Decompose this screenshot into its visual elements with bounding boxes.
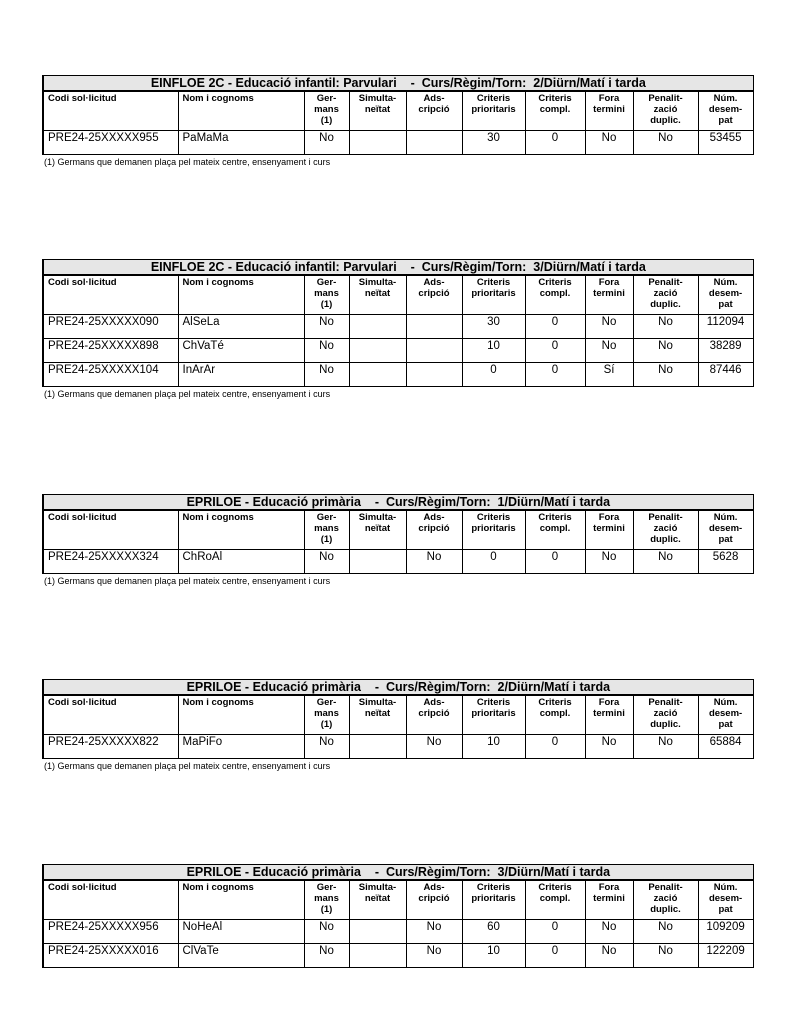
table-cell: No	[585, 315, 633, 339]
table-cell: PaMaMa	[178, 131, 304, 155]
table-row	[43, 339, 753, 363]
table-cell	[349, 735, 406, 759]
table-cell: 65884	[698, 735, 753, 759]
table-cell: No	[633, 550, 698, 574]
table-cell: No	[633, 920, 698, 944]
table-cell	[349, 131, 406, 155]
table-header-row	[43, 510, 753, 550]
table-cell: 122209	[698, 944, 753, 968]
column-header: Nom i cognoms	[178, 880, 304, 920]
table-cell: 0	[525, 550, 585, 574]
results-block	[42, 864, 752, 968]
table-cell: No	[406, 920, 462, 944]
column-header: Codi sol·licitud	[43, 880, 178, 920]
table-title-row	[43, 76, 753, 92]
table-cell: PRE24-25XXXXX090	[43, 315, 178, 339]
column-header: Simulta- neïtat	[349, 91, 406, 131]
column-header: Penalit- zació duplic.	[633, 275, 698, 315]
footnote: (1) Germans que demanen plaça pel mateix centre, ensenyament i curs	[44, 389, 331, 399]
table-row	[43, 920, 753, 944]
column-header: Codi sol·licitud	[43, 510, 178, 550]
table-row	[43, 315, 753, 339]
table-cell: PRE24-25XXXXX324	[43, 550, 178, 574]
table-title-row	[43, 260, 753, 276]
column-header: Penalit- zació duplic.	[633, 91, 698, 131]
column-header: Criteris prioritaris	[462, 695, 525, 735]
column-header: Núm. desem- pat	[698, 880, 753, 920]
table-cell: 0	[525, 735, 585, 759]
column-header: Ger- mans (1)	[304, 695, 349, 735]
table-cell	[349, 550, 406, 574]
table-cell: 0	[525, 339, 585, 363]
table-cell: 10	[462, 944, 525, 968]
column-header: Fora termini	[585, 91, 633, 131]
table-cell: PRE24-25XXXXX016	[43, 944, 178, 968]
footnote: (1) Germans que demanen plaça pel mateix centre, ensenyament i curs	[44, 761, 331, 771]
table-cell: NoHeAl	[178, 920, 304, 944]
table-cell: No	[633, 944, 698, 968]
table-cell: No	[406, 944, 462, 968]
table-cell: 10	[462, 339, 525, 363]
table-cell: PRE24-25XXXXX955	[43, 131, 178, 155]
column-header: Criteris prioritaris	[462, 510, 525, 550]
results-block	[42, 494, 752, 586]
column-header: Núm. desem- pat	[698, 695, 753, 735]
table-cell: 0	[525, 363, 585, 387]
table-cell: 0	[525, 315, 585, 339]
table-cell: No	[304, 920, 349, 944]
table-row	[43, 131, 753, 155]
table-header-row	[43, 695, 753, 735]
table-cell: No	[585, 550, 633, 574]
table-cell: No	[406, 735, 462, 759]
table-cell: 0	[525, 944, 585, 968]
table-cell: PRE24-25XXXXX104	[43, 363, 178, 387]
table-title: EINFLOE 2C - Educació infantil: Parvulari - Curs/Règim/Torn: 3/Diürn/Matí i tarda	[43, 260, 753, 276]
table-cell: 5628	[698, 550, 753, 574]
table-cell: PRE24-25XXXXX956	[43, 920, 178, 944]
table-cell: No	[585, 944, 633, 968]
table-cell: 0	[525, 131, 585, 155]
column-header: Criteris prioritaris	[462, 880, 525, 920]
table-header-row	[43, 275, 753, 315]
table-row	[43, 550, 753, 574]
table-cell: No	[304, 339, 349, 363]
column-header: Criteris compl.	[525, 880, 585, 920]
column-header: Simulta- neïtat	[349, 275, 406, 315]
table-cell: Sí	[585, 363, 633, 387]
column-header: Ger- mans (1)	[304, 510, 349, 550]
table-cell: No	[406, 550, 462, 574]
table-row	[43, 735, 753, 759]
column-header: Criteris prioritaris	[462, 91, 525, 131]
table-cell: No	[304, 131, 349, 155]
column-header: Nom i cognoms	[178, 91, 304, 131]
column-header: Ger- mans (1)	[304, 275, 349, 315]
table-cell: 0	[525, 920, 585, 944]
table-cell: PRE24-25XXXXX822	[43, 735, 178, 759]
table-cell	[406, 363, 462, 387]
column-header: Criteris compl.	[525, 695, 585, 735]
column-header: Núm. desem- pat	[698, 275, 753, 315]
column-header: Criteris prioritaris	[462, 275, 525, 315]
table-header-row	[43, 91, 753, 131]
column-header: Fora termini	[585, 275, 633, 315]
column-header: Criteris compl.	[525, 510, 585, 550]
table-cell: ChRoAl	[178, 550, 304, 574]
table-cell: No	[585, 735, 633, 759]
table-cell: No	[585, 920, 633, 944]
table-cell: No	[633, 363, 698, 387]
column-header: Codi sol·licitud	[43, 275, 178, 315]
table-title: EPRILOE - Educació primària - Curs/Règim/Torn: 2/Diürn/Matí i tarda	[43, 680, 753, 696]
table-cell: No	[633, 339, 698, 363]
table-cell: No	[633, 735, 698, 759]
table-cell: 60	[462, 920, 525, 944]
table-title: EINFLOE 2C - Educació infantil: Parvulari - Curs/Règim/Torn: 2/Diürn/Matí i tarda	[43, 76, 753, 92]
table-title: EPRILOE - Educació primària - Curs/Règim/Torn: 3/Diürn/Matí i tarda	[43, 865, 753, 881]
column-header: Penalit- zació duplic.	[633, 510, 698, 550]
table-title-row	[43, 680, 753, 696]
column-header: Simulta- neïtat	[349, 695, 406, 735]
table-cell	[406, 315, 462, 339]
column-header: Ger- mans (1)	[304, 880, 349, 920]
column-header: Simulta- neïtat	[349, 880, 406, 920]
table-cell: 87446	[698, 363, 753, 387]
table-header-row	[43, 880, 753, 920]
table-cell: 38289	[698, 339, 753, 363]
column-header: Nom i cognoms	[178, 695, 304, 735]
column-header: Nom i cognoms	[178, 510, 304, 550]
table-cell	[349, 339, 406, 363]
results-block	[42, 75, 752, 167]
table-cell: 0	[462, 550, 525, 574]
table-cell	[349, 920, 406, 944]
table-cell: No	[304, 735, 349, 759]
column-header: Codi sol·licitud	[43, 91, 178, 131]
table-cell: No	[304, 363, 349, 387]
column-header: Ads- cripció	[406, 880, 462, 920]
table-title-row	[43, 865, 753, 881]
table-cell	[406, 131, 462, 155]
column-header: Criteris compl.	[525, 275, 585, 315]
results-table	[42, 494, 754, 574]
column-header: Núm. desem- pat	[698, 510, 753, 550]
table-cell: ClVaTe	[178, 944, 304, 968]
table-cell: 0	[462, 363, 525, 387]
table-cell: No	[304, 550, 349, 574]
table-cell: 109209	[698, 920, 753, 944]
table-cell	[349, 363, 406, 387]
table-cell: InArAr	[178, 363, 304, 387]
column-header: Criteris compl.	[525, 91, 585, 131]
table-cell: No	[304, 944, 349, 968]
table-cell: No	[585, 339, 633, 363]
column-header: Ads- cripció	[406, 695, 462, 735]
table-cell: No	[585, 131, 633, 155]
footnote: (1) Germans que demanen plaça pel mateix centre, ensenyament i curs	[44, 576, 331, 586]
table-cell: AlSeLa	[178, 315, 304, 339]
column-header: Núm. desem- pat	[698, 91, 753, 131]
table-cell: 53455	[698, 131, 753, 155]
results-table	[42, 679, 754, 759]
table-cell: PRE24-25XXXXX898	[43, 339, 178, 363]
column-header: Fora termini	[585, 880, 633, 920]
table-row	[43, 944, 753, 968]
results-table	[42, 864, 754, 968]
table-cell: 10	[462, 735, 525, 759]
table-cell: No	[633, 131, 698, 155]
table-cell: No	[304, 315, 349, 339]
column-header: Nom i cognoms	[178, 275, 304, 315]
column-header: Fora termini	[585, 695, 633, 735]
table-cell	[349, 944, 406, 968]
column-header: Ads- cripció	[406, 91, 462, 131]
table-row	[43, 363, 753, 387]
table-title: EPRILOE - Educació primària - Curs/Règim/Torn: 1/Diürn/Matí i tarda	[43, 495, 753, 511]
results-table	[42, 259, 754, 387]
column-header: Ads- cripció	[406, 275, 462, 315]
column-header: Fora termini	[585, 510, 633, 550]
table-cell	[349, 315, 406, 339]
table-cell: ChVaTé	[178, 339, 304, 363]
column-header: Penalit- zació duplic.	[633, 880, 698, 920]
results-table	[42, 75, 754, 155]
column-header: Simulta- neïtat	[349, 510, 406, 550]
results-block	[42, 259, 752, 399]
column-header: Codi sol·licitud	[43, 695, 178, 735]
table-cell: 30	[462, 315, 525, 339]
results-block	[42, 679, 752, 771]
table-cell	[406, 339, 462, 363]
column-header: Ger- mans (1)	[304, 91, 349, 131]
table-cell: 112094	[698, 315, 753, 339]
table-cell: MaPiFo	[178, 735, 304, 759]
column-header: Ads- cripció	[406, 510, 462, 550]
table-title-row	[43, 495, 753, 511]
footnote: (1) Germans que demanen plaça pel mateix centre, ensenyament i curs	[44, 157, 331, 167]
table-cell: No	[633, 315, 698, 339]
column-header: Penalit- zació duplic.	[633, 695, 698, 735]
table-cell: 30	[462, 131, 525, 155]
